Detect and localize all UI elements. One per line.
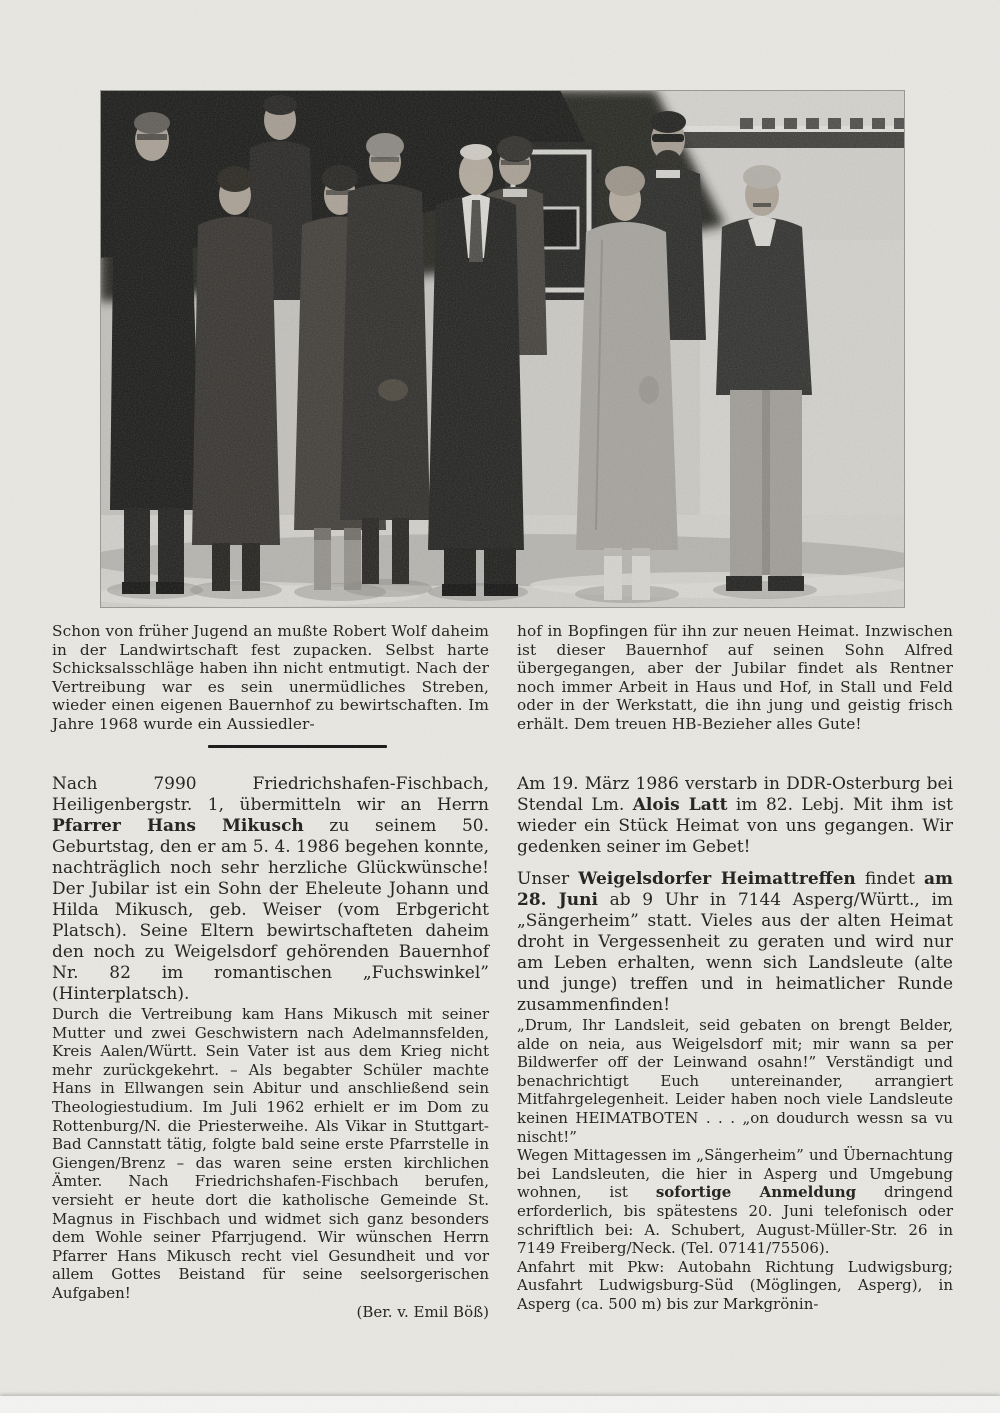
photo-caption-right: hof in Bopfingen für ihn zur neuen Heimat. Inzwischen ist dieser Bauernhof auf seinen Sohn Alfred übergegangen, aber der Jubilar findet als Rentner noch immer Arbeit in Haus und Hof, in Stall und Feld oder in der Werkstatt, die ihn jung und geistig frisch erhält. Dem treuen HB-Bezieher alles Gute! bbox=[517, 622, 953, 733]
photo-caption-left: Schon von früher Jugend an mußte Robert Wolf daheim in der Landwirtschaft fest zupacken. Selbst harte Schicksalsschläge haben ihn nicht entmutigt. Nach der Vertreibung war es sein unermüdliches Streben, wieder einen eigenen Bauernhof zu bewirtschaften. Im Jahre 1968 wurde ein Aussiedler- bbox=[52, 622, 489, 733]
byline: (Ber. v. Emil Böß) bbox=[356, 1302, 489, 1321]
paragraph-obituary: Am 19. März 1986 verstarb in DDR-Osterburg bei Stendal Lm. Alois Latt im 82. Lebj. Mit ihm ist wieder ein Stück Heimat von uns gegangen. Wir gedenken seiner im Gebet! bbox=[517, 774, 953, 857]
paragraph-mikusch-intro: Nach 7990 Friedrichshafen-Fischbach, Heiligenbergstr. 1, übermitteln wir an Herrn Pfarrer Hans Mikusch zu seinem 50. Geburtstag, den er am 5. 4. 1986 begehen konnte, nachträglich noch sehr herzliche Glückwünsche! Der Jubilar ist ein Sohn der Eheleute Johann und Hilda Mikusch, geb. Weiser (vom Erbgericht Platsch). Seine Eltern bewirtschafteten daheim den noch zu Weigelsdorf gehörenden Bauernhof Nr. 82 im romantischen „Fuchswinkel” (Hinterplatsch). bbox=[52, 774, 489, 1004]
section-divider-rule bbox=[208, 745, 387, 748]
article-column-right bbox=[517, 774, 953, 1314]
paragraph-anfahrt: Anfahrt mit Pkw: Autobahn Richtung Ludwigsburg; Ausfahrt Ludwigsburg-Süd (Möglingen, Asperg), in Asperg (ca. 500 m) bis zur Markgrönin- bbox=[517, 1257, 953, 1313]
paragraph-anmeldung: Wegen Mittagessen im „Sängerheim” und Übernachtung bei Landsleuten, die hier in Asperg und Umgebung wohnen, ist sofortige Anmeldung dringend erforderlich, bis spätestens 20. Juni telefonisch oder schriftlich bei: A. Schubert, August-Müller-Str. 26 in 7149 Freiberg/Neck. (Tel. 07141/75506). bbox=[517, 1146, 954, 1258]
group-photo bbox=[100, 90, 905, 608]
page-bottom-edge bbox=[0, 1396, 1000, 1413]
paragraph-mikusch-bio: Durch die Vertreibung kam Hans Mikusch mit seiner Mutter und zwei Geschwistern nach Adelmannsfelden, Kreis Aalen/Württ. Sein Vater ist aus dem Krieg nicht mehr zurückgekehrt. – Als begabter Schüler machte Hans in Ellwangen sein Abitur und anschließend sein Theologiestudium. Im Juli 1962 erhielt er im Dom zu Rottenburg/N. die Priesterweihe. Als Vikar in Stuttgart-Bad Cannstatt tätig, folgte bald seine erste Pfarrstelle in Giengen/Brenz – das waren seine ersten kirchlichen Ämter. Nach Friedrichshafen-Fischbach berufen, versieht er heute dort die katholische Gemeinde St. Magnus in Fischbach und widmet sich ganz besonders dem Wohle seiner Pfarrjugend. Wir wünschen Herrn Pfarrer Hans Mikusch recht viel Gesundheit und vor allem Gottes Beistand für seine seelsorgerischen Aufgaben! bbox=[52, 1005, 489, 1302]
paragraph-dialect-appeal: „Drum, Ihr Landsleit, seid gebaten on brengt Belder, alde on neia, aus Weigelsdorf mit; mir wann sa per Bildwerfer off der Leinwand osahn!” Verständigt und benachrichtigt Euch untereinander, arrangiert Mitfahrgelegenheit. Leider haben noch viele Landsleute keinen HEIMATBOTEN . . . „on doudurch wessn sa vu nischt!” bbox=[517, 1016, 953, 1146]
paragraph-heimattreffen: Unser Weigelsdorfer Heimattreffen findet am 28. Juni ab 9 Uhr in 7144 Asperg/Württ., im „Sängerheim” statt. Vieles aus der alten Heimat droht in Vergessenheit zu geraten und wird nur am Leben erhalten, wenn sich Landsleute (alte und junge) treffen und in heimatlicher Runde zusammenfinden! bbox=[517, 869, 954, 1015]
article-column-left bbox=[52, 774, 489, 1321]
group-photo-scene bbox=[100, 90, 905, 608]
